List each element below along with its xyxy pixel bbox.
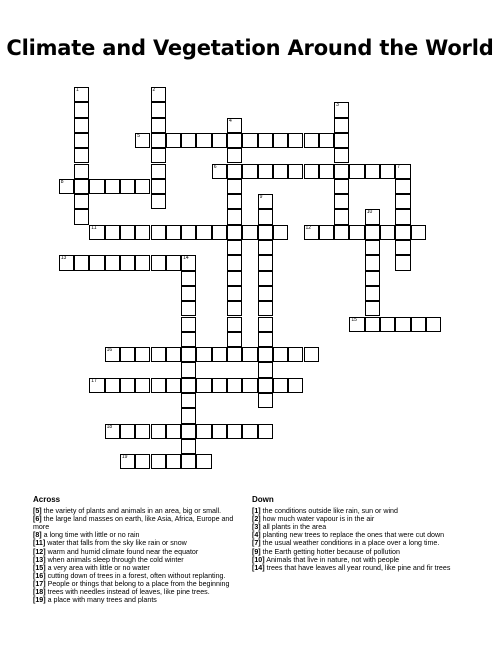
grid-cell[interactable] — [365, 271, 380, 286]
grid-cell[interactable] — [258, 332, 273, 347]
grid-cell[interactable] — [258, 133, 273, 148]
page-title: Climate and Vegetation Around the World — [6, 36, 494, 60]
grid-cell[interactable] — [258, 362, 273, 377]
grid-cell[interactable] — [181, 378, 196, 393]
grid-cell[interactable] — [151, 164, 166, 179]
grid-cell[interactable] — [365, 317, 380, 332]
grid-cell[interactable] — [227, 347, 242, 362]
grid-cell[interactable] — [105, 378, 120, 393]
grid-cell[interactable] — [273, 378, 288, 393]
grid-cell[interactable] — [288, 164, 303, 179]
grid-cell[interactable] — [181, 286, 196, 301]
grid-cell[interactable] — [242, 424, 257, 439]
grid-cell[interactable] — [242, 378, 257, 393]
grid-cell[interactable] — [227, 133, 242, 148]
grid-cell[interactable] — [334, 179, 349, 194]
grid-cell[interactable] — [395, 317, 410, 332]
clue-number: 9 — [259, 194, 263, 201]
grid-cell[interactable] — [227, 118, 242, 133]
grid-cell[interactable] — [304, 225, 319, 240]
grid-cell[interactable] — [273, 225, 288, 240]
grid-cell[interactable] — [319, 164, 334, 179]
clue-number: 16 — [106, 347, 113, 354]
grid-cell[interactable] — [59, 255, 74, 270]
grid-cell[interactable] — [227, 179, 242, 194]
clue-across: [6] the large land masses on earth, like Asia, Africa, Europe and more — [33, 515, 234, 532]
grid-cell[interactable] — [349, 225, 364, 240]
grid-cell[interactable] — [242, 133, 257, 148]
grid-cell[interactable] — [181, 301, 196, 316]
clue-number: 17 — [91, 377, 97, 384]
grid-cell[interactable] — [181, 225, 196, 240]
grid-cell[interactable] — [227, 378, 242, 393]
grid-cell[interactable] — [166, 347, 181, 362]
across-clues — [33, 496, 248, 604]
grid-cell[interactable] — [181, 439, 196, 454]
clue-number: 13 — [60, 255, 67, 262]
grid-cell[interactable] — [74, 194, 89, 209]
grid-cell[interactable] — [74, 87, 89, 102]
grid-cell[interactable] — [242, 347, 257, 362]
clue-down: [14] trees that have leaves all year round, like pine and fir trees — [252, 563, 451, 572]
grid-cell[interactable] — [151, 102, 166, 117]
grid-cell[interactable] — [395, 179, 410, 194]
clue-across: [12] warm and humid climate found near the equator — [33, 547, 199, 556]
clue-number: 12 — [305, 224, 312, 231]
grid-cell[interactable] — [227, 332, 242, 347]
grid-cell[interactable] — [74, 164, 89, 179]
clue-number: 7 — [397, 163, 401, 170]
grid-cell[interactable] — [349, 317, 364, 332]
grid-cell[interactable] — [365, 240, 380, 255]
grid-cell[interactable] — [151, 133, 166, 148]
grid-cell[interactable] — [166, 225, 181, 240]
grid-cell[interactable] — [334, 133, 349, 148]
grid-cell[interactable] — [319, 225, 334, 240]
grid-cell[interactable] — [196, 454, 211, 469]
grid-cell[interactable] — [380, 164, 395, 179]
grid-cell[interactable] — [258, 424, 273, 439]
grid-cell[interactable] — [120, 225, 135, 240]
grid-cell[interactable] — [334, 148, 349, 163]
grid-cell[interactable] — [166, 454, 181, 469]
grid-cell[interactable] — [135, 225, 150, 240]
grid-cell[interactable] — [120, 347, 135, 362]
clue-across: [18] trees with needles instead of leaves, like pine trees. — [33, 588, 210, 597]
grid-cell[interactable] — [411, 225, 426, 240]
grid-cell[interactable] — [212, 164, 227, 179]
grid-cell[interactable] — [227, 164, 242, 179]
grid-cell[interactable] — [258, 317, 273, 332]
grid-cell[interactable] — [196, 424, 211, 439]
grid-cell[interactable] — [395, 194, 410, 209]
grid-cell[interactable] — [395, 225, 410, 240]
grid-cell[interactable] — [166, 133, 181, 148]
grid-cell[interactable] — [273, 164, 288, 179]
down-clues — [252, 496, 477, 572]
grid-cell[interactable] — [135, 347, 150, 362]
grid-cell[interactable] — [181, 133, 196, 148]
grid-cell[interactable] — [151, 378, 166, 393]
grid-cell[interactable] — [227, 271, 242, 286]
grid-cell[interactable] — [258, 393, 273, 408]
grid-cell[interactable] — [120, 378, 135, 393]
grid-cell[interactable] — [334, 194, 349, 209]
grid-cell[interactable] — [105, 424, 120, 439]
grid-cell[interactable] — [59, 179, 74, 194]
grid-cell[interactable] — [258, 255, 273, 270]
grid-cell[interactable] — [395, 209, 410, 224]
grid-cell[interactable] — [227, 240, 242, 255]
clue-down: [3] all plants in the area — [252, 523, 327, 532]
grid-cell[interactable] — [105, 179, 120, 194]
grid-cell[interactable] — [227, 225, 242, 240]
clue-number: 18 — [106, 423, 113, 430]
grid-cell[interactable] — [258, 347, 273, 362]
grid-cell[interactable] — [304, 133, 319, 148]
grid-cell[interactable] — [212, 424, 227, 439]
grid-cell[interactable] — [258, 240, 273, 255]
grid-cell[interactable] — [135, 424, 150, 439]
grid-cell[interactable] — [135, 133, 150, 148]
clue-across: [19] a place with many trees and plants — [33, 596, 157, 605]
grid-cell[interactable] — [365, 301, 380, 316]
grid-cell[interactable] — [411, 317, 426, 332]
grid-cell[interactable] — [334, 118, 349, 133]
grid-cell[interactable] — [135, 454, 150, 469]
grid-cell[interactable] — [227, 286, 242, 301]
grid-cell[interactable] — [151, 148, 166, 163]
grid-cell[interactable] — [288, 347, 303, 362]
grid-cell[interactable] — [196, 378, 211, 393]
grid-cell[interactable] — [74, 133, 89, 148]
grid-cell[interactable] — [135, 378, 150, 393]
grid-cell[interactable] — [151, 225, 166, 240]
clue-number: 14 — [183, 255, 189, 262]
grid-cell[interactable] — [273, 347, 288, 362]
grid-cell[interactable] — [151, 87, 166, 102]
grid-cell[interactable] — [365, 225, 380, 240]
grid-cell[interactable] — [166, 255, 181, 270]
grid-cell[interactable] — [181, 271, 196, 286]
grid-cell[interactable] — [74, 209, 89, 224]
clue-number: 1 — [76, 87, 79, 93]
grid-cell[interactable] — [196, 225, 211, 240]
grid-cell[interactable] — [288, 378, 303, 393]
grid-cell[interactable] — [135, 179, 150, 194]
grid-cell[interactable] — [258, 301, 273, 316]
grid-cell[interactable] — [212, 225, 227, 240]
across-heading: Across — [33, 495, 61, 504]
clue-number: 2 — [152, 87, 156, 93]
grid-cell[interactable] — [135, 255, 150, 270]
grid-cell[interactable] — [151, 347, 166, 362]
clue-across: [17] People or things that belong to a place from the beginning — [33, 579, 230, 588]
grid-cell[interactable] — [395, 255, 410, 270]
grid-cell[interactable] — [120, 179, 135, 194]
grid-cell[interactable] — [258, 194, 273, 209]
clue-down: [10] Animals that live in nature, not with people — [252, 555, 400, 564]
clue-across: [16] cutting down of trees in a forest, often without replanting. — [33, 571, 226, 580]
grid-cell[interactable] — [334, 164, 349, 179]
grid-cell[interactable] — [181, 332, 196, 347]
grid-cell[interactable] — [166, 424, 181, 439]
grid-cell[interactable] — [181, 362, 196, 377]
clue-number: 5 — [137, 132, 140, 139]
grid-cell[interactable] — [105, 225, 120, 240]
grid-cell[interactable] — [365, 164, 380, 179]
grid-cell[interactable] — [380, 317, 395, 332]
grid-cell[interactable] — [334, 102, 349, 117]
grid-cell[interactable] — [151, 179, 166, 194]
clue-down: [1] the conditions outside like rain, sun or wind — [252, 507, 398, 516]
clue-down: [4] planting new trees to replace the ones that were cut down — [252, 531, 445, 540]
grid-cell[interactable] — [212, 133, 227, 148]
grid-cell[interactable] — [304, 347, 319, 362]
clue-number: 6 — [213, 163, 217, 170]
grid-cell[interactable] — [181, 347, 196, 362]
clue-across: [8] a long time with little or no rain — [33, 531, 140, 540]
grid-cell[interactable] — [181, 454, 196, 469]
grid-cell[interactable] — [120, 454, 135, 469]
grid-cell[interactable] — [227, 424, 242, 439]
grid-cell[interactable] — [334, 209, 349, 224]
grid-cell[interactable] — [181, 424, 196, 439]
grid-cell[interactable] — [74, 102, 89, 117]
grid-cell[interactable] — [334, 225, 349, 240]
clue-number: 11 — [91, 224, 97, 231]
grid-cell[interactable] — [120, 255, 135, 270]
grid-cell[interactable] — [242, 164, 257, 179]
grid-cell[interactable] — [227, 209, 242, 224]
grid-cell[interactable] — [227, 194, 242, 209]
clue-down: [9] the Earth getting hotter because of pollution — [252, 547, 400, 556]
clue-across: [11] water that falls from the sky like rain or snow — [33, 539, 187, 548]
grid-cell[interactable] — [151, 424, 166, 439]
grid-cell[interactable] — [89, 179, 104, 194]
grid-cell[interactable] — [151, 194, 166, 209]
grid-cell[interactable] — [89, 255, 104, 270]
grid-cell[interactable] — [227, 317, 242, 332]
clue-number: 15 — [351, 316, 357, 323]
grid-cell[interactable] — [181, 317, 196, 332]
grid-cell[interactable] — [288, 133, 303, 148]
grid-cell[interactable] — [151, 454, 166, 469]
grid-cell[interactable] — [89, 225, 104, 240]
grid-cell[interactable] — [74, 179, 89, 194]
grid-cell[interactable] — [151, 118, 166, 133]
grid-cell[interactable] — [105, 347, 120, 362]
grid-cell[interactable] — [120, 424, 135, 439]
grid-cell[interactable] — [258, 225, 273, 240]
clue-across: [5] the variety of plants and animals in an area, big or small. — [33, 507, 222, 516]
grid-cell[interactable] — [319, 133, 334, 148]
grid-cell[interactable] — [258, 164, 273, 179]
grid-cell[interactable] — [212, 378, 227, 393]
down-heading: Down — [252, 495, 274, 504]
clue-number: 10 — [366, 209, 373, 216]
grid-cell[interactable] — [273, 133, 288, 148]
grid-cell[interactable] — [166, 378, 181, 393]
grid-cell[interactable] — [74, 255, 89, 270]
grid-cell[interactable] — [212, 347, 227, 362]
grid-cell[interactable] — [105, 255, 120, 270]
grid-cell[interactable] — [196, 133, 211, 148]
grid-cell[interactable] — [365, 209, 380, 224]
grid-cell[interactable] — [227, 301, 242, 316]
grid-cell[interactable] — [365, 255, 380, 270]
grid-cell[interactable] — [258, 286, 273, 301]
grid-cell[interactable] — [227, 255, 242, 270]
grid-cell[interactable] — [74, 118, 89, 133]
clue-down: [7] the usual weather conditions in a place over a long time. — [252, 539, 440, 548]
grid-cell[interactable] — [196, 347, 211, 362]
grid-cell[interactable] — [365, 286, 380, 301]
clue-number: 4 — [229, 117, 232, 124]
grid-cell[interactable] — [258, 378, 273, 393]
clue-across: [13] when animals sleep through the cold winter — [33, 555, 184, 564]
grid-cell[interactable] — [349, 164, 364, 179]
grid-cell[interactable] — [74, 148, 89, 163]
grid-cell[interactable] — [181, 393, 196, 408]
grid-cell[interactable] — [227, 148, 242, 163]
grid-cell[interactable] — [304, 164, 319, 179]
grid-cell[interactable] — [151, 255, 166, 270]
grid-cell[interactable] — [242, 225, 257, 240]
grid-cell[interactable] — [395, 164, 410, 179]
grid-cell[interactable] — [258, 209, 273, 224]
grid-cell[interactable] — [380, 225, 395, 240]
grid-cell[interactable] — [181, 408, 196, 423]
grid-cell[interactable] — [426, 317, 441, 332]
clue-number: 8 — [60, 178, 64, 185]
grid-cell[interactable] — [89, 378, 104, 393]
clue-number: 3 — [336, 102, 339, 109]
grid-cell[interactable] — [181, 255, 196, 270]
clue-number: 19 — [121, 454, 128, 461]
grid-cell[interactable] — [395, 240, 410, 255]
clue-down: [2] how much water vapour is in the air — [252, 515, 375, 524]
grid-cell[interactable] — [258, 271, 273, 286]
clue-across: [15] a very area with little or no water — [33, 563, 150, 572]
